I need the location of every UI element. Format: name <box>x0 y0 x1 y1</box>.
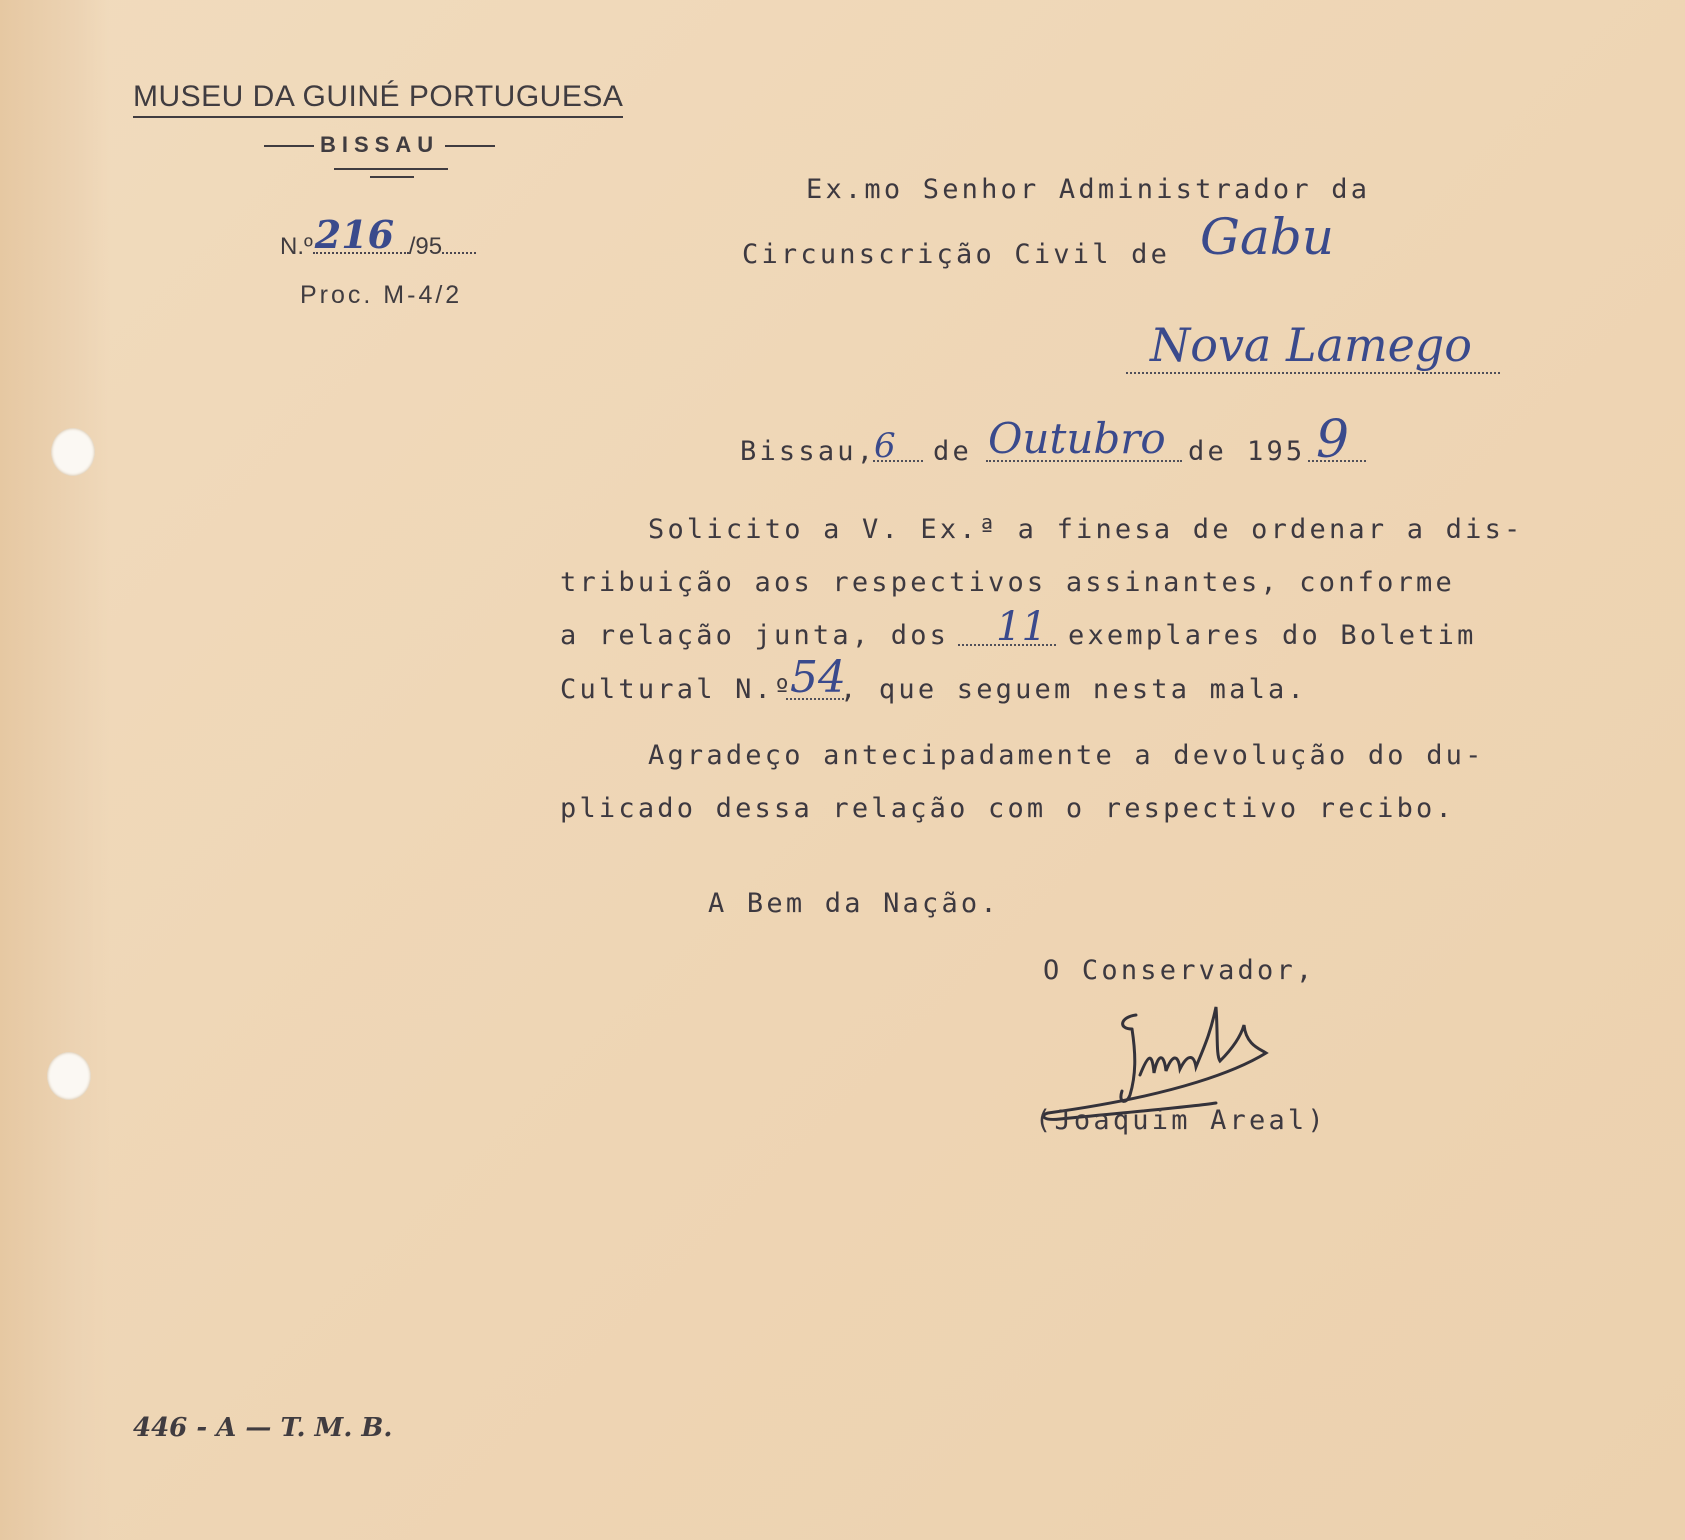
addressee-place-handwritten-2: Nova Lamego <box>1150 318 1472 372</box>
date-de-2: de <box>1188 436 1227 467</box>
letterhead-city <box>258 132 501 158</box>
number-field <box>313 212 409 257</box>
body-p1-line-2: tribuição aos respectivos assinantes, conforme <box>560 567 1455 598</box>
date-month-handwritten: Outubro <box>988 414 1166 463</box>
number-prefix: N.º <box>280 233 313 260</box>
body-p2-line-1: Agradeço antecipadamente a devolução do du- <box>648 740 1485 771</box>
date-day-handwritten: 6 <box>874 426 896 466</box>
body-p1-line-3a: a relação junta, dos <box>560 620 950 651</box>
date-year-handwritten: 9 <box>1316 410 1350 470</box>
body-p2-line-2: plicado dessa relação com o respectivo recibo. <box>560 793 1455 824</box>
punch-hole-top <box>51 428 95 476</box>
number-handwritten: 216 <box>314 212 395 257</box>
date-de-1: de <box>933 436 972 467</box>
addressee-line-1: Ex.mo Senhor Administrador da <box>806 174 1371 205</box>
city-dash-right <box>445 145 495 147</box>
body-p1-line-1: Solicito a V. Ex.ª a finesa de ordenar a dis- <box>648 514 1524 545</box>
issue-number-handwritten: 54 <box>790 652 846 703</box>
institution-title: MUSEU DA GUINÉ PORTUGUESA <box>133 80 623 118</box>
city-label: BISSAU <box>320 132 440 157</box>
addressee-place-dotline <box>1126 372 1500 374</box>
number-suffix: /95 <box>408 233 443 260</box>
count-handwritten: 11 <box>996 604 1047 650</box>
body-p1-line-4b: , que seguem nesta mala. <box>840 674 1307 705</box>
reference-number <box>280 212 476 261</box>
body-p1-line-3b: exemplares do Boletim <box>1068 620 1477 651</box>
addressee-place-handwritten-1: Gabu <box>1200 208 1334 266</box>
paper-edge-shade <box>0 0 110 1540</box>
punch-hole-bottom <box>47 1052 91 1100</box>
closing-salutation: A Bem da Nação. <box>708 888 1000 919</box>
form-code: 446 - A — T. M. B. <box>133 1413 393 1443</box>
signatory-name: (Joaquim Areal) <box>1035 1105 1327 1136</box>
closing-role: O Conservador, <box>1043 955 1316 986</box>
letterhead-divider-short <box>370 176 414 178</box>
date-city: Bissau, <box>740 436 877 467</box>
number-suffix-dots <box>442 252 476 254</box>
letterhead-divider <box>334 168 448 170</box>
addressee-line-2: Circunscrição Civil de <box>742 239 1171 270</box>
date-year-prefix: 195 <box>1247 436 1306 467</box>
city-dash-left <box>264 145 314 147</box>
process-reference: Proc. M-4/2 <box>300 281 463 309</box>
body-p1-line-4a: Cultural N.º <box>560 674 794 705</box>
